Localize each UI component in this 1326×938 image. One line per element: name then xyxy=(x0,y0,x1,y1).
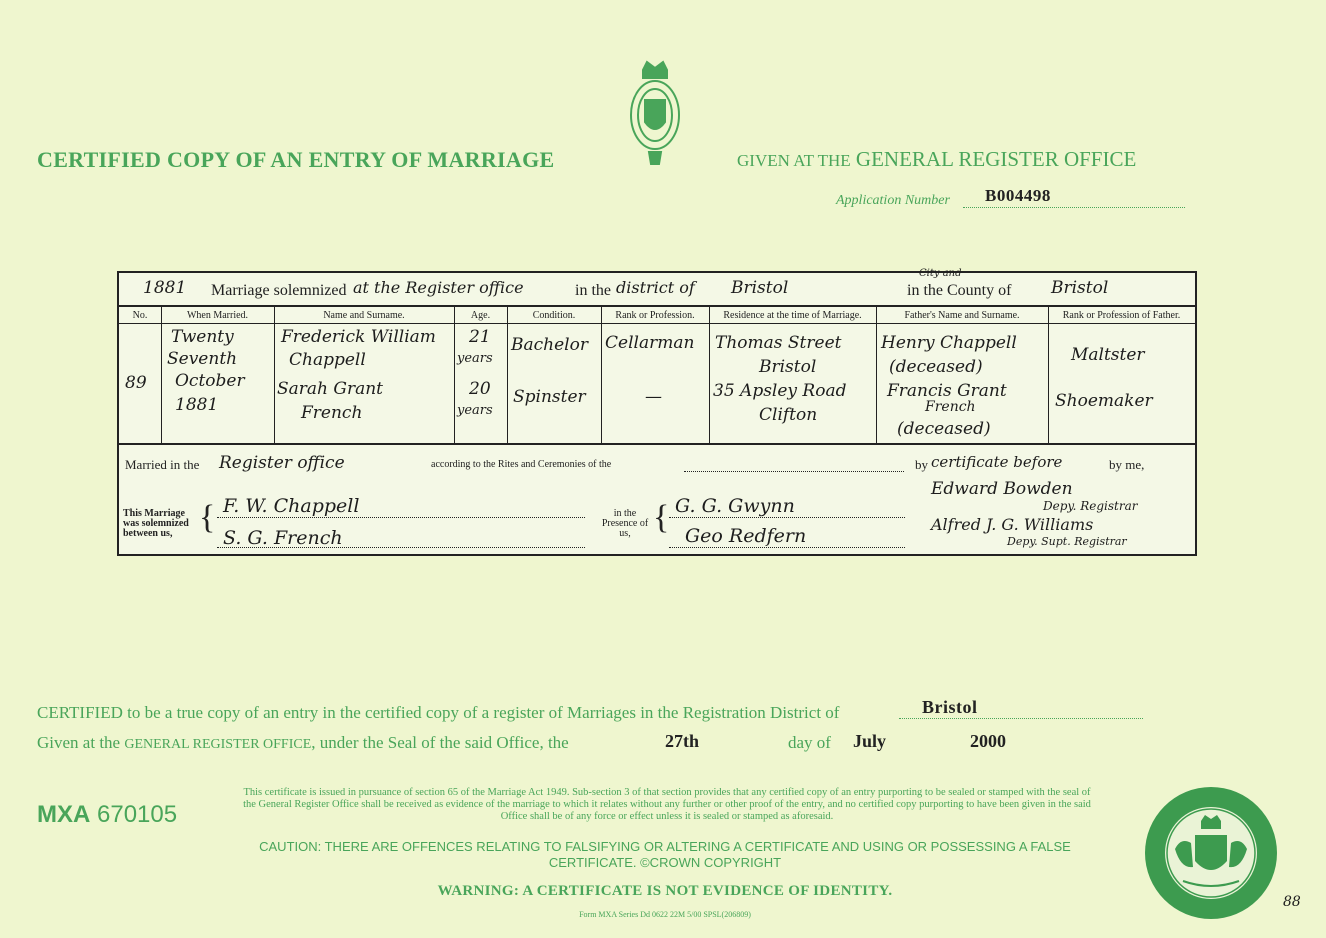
rites-label: according to the Rites and Ceremonies of the xyxy=(431,459,612,470)
bride-father-line: Francis Grant xyxy=(887,381,1007,401)
party-signature: F. W. Chappell xyxy=(223,495,360,517)
general-register-office-seal-icon xyxy=(1143,785,1279,921)
certified-statement: CERTIFIED to be a true copy of an entry in the certified copy of a register of Marriages in the Registration District of xyxy=(37,703,840,722)
column-header-residence: Residence at the time of Marriage. xyxy=(723,310,862,321)
certified-district: Bristol xyxy=(922,697,978,717)
column-header-condition: Condition. xyxy=(532,310,576,321)
bride-father-rank: Shoemaker xyxy=(1055,391,1153,411)
day-of-label: day of xyxy=(788,733,831,752)
column-divider xyxy=(876,305,877,443)
when-married-line: October xyxy=(175,371,245,391)
by-label: by xyxy=(915,457,928,472)
certificate-serial xyxy=(37,801,177,829)
entry-year: 1881 xyxy=(143,278,187,298)
bride-condition: Spinster xyxy=(513,387,586,407)
groom-name-line: Frederick William xyxy=(281,327,436,347)
column-header-rank: Rank or Profession. xyxy=(615,310,695,321)
when-married-line: 1881 xyxy=(175,395,219,415)
certified-year: 2000 xyxy=(970,731,1006,751)
column-divider xyxy=(454,305,455,443)
application-number-label: Application Number xyxy=(836,193,950,208)
groom-rank: Cellarman xyxy=(605,333,695,353)
registrar-title: Depy. Registrar xyxy=(1043,499,1138,513)
certified-month: July xyxy=(853,731,887,751)
bride-name-line: French xyxy=(301,403,363,423)
married-in-label: Married in the xyxy=(125,457,200,472)
groom-residence-line: Bristol xyxy=(759,357,817,377)
form-code: Form MXA Series Dd 0622 22M 5/00 SPSL(206809) xyxy=(579,910,751,919)
solemnized-place: at the Register office xyxy=(353,278,524,297)
district-name: Bristol xyxy=(731,278,789,298)
given-prefix: GIVEN AT THE xyxy=(737,151,851,170)
district-value: district of xyxy=(616,278,695,297)
rites-line xyxy=(684,471,904,472)
application-number-line xyxy=(963,207,1185,208)
column-header-name: Name and Surname. xyxy=(323,310,405,321)
caution-notice: CAUTION: THERE ARE OFFENCES RELATING TO FALSIFYING OR ALTERING A CERTIFICATE AND USING OR POSSESSING A FALSE CERTIFICATE. ©CROWN COPYRIGHT xyxy=(259,839,1071,870)
party-signature: S. G. French xyxy=(223,527,343,549)
bride-age: 20 xyxy=(469,379,491,399)
column-header-line xyxy=(119,323,1195,324)
column-header-when: When Married. xyxy=(186,310,249,321)
groom-age: 21 xyxy=(469,327,491,347)
by-me-label: by me, xyxy=(1109,457,1145,472)
column-divider xyxy=(161,305,162,443)
solemnized-between-label: This Marriage was solemnized between us, xyxy=(123,508,189,539)
party-signature-line xyxy=(217,547,585,548)
entry-heading-row xyxy=(119,268,1195,307)
by-value: certificate before xyxy=(931,453,1063,471)
serial-prefix: MXA xyxy=(37,801,91,828)
royal-crest-icon xyxy=(625,60,685,168)
margin-mark: 88 xyxy=(1283,894,1301,910)
solemnized-label: Marriage solemnized xyxy=(211,282,347,299)
party-signature-line xyxy=(217,517,585,518)
witness-signature-line xyxy=(669,517,905,518)
bride-residence-line: Clifton xyxy=(759,405,818,425)
column-divider xyxy=(274,305,275,443)
given-at-suffix: , under the Seal of the said Office, the xyxy=(311,733,569,752)
groom-father-line: Henry Chappell xyxy=(881,333,1017,353)
warning-notice: WARNING: A CERTIFICATE IS NOT EVIDENCE OF IDENTITY. xyxy=(437,883,893,899)
bride-name-line: Sarah Grant xyxy=(277,379,384,399)
witness-signature: Geo Redfern xyxy=(685,525,807,547)
presence-label: in the Presence of us, xyxy=(601,508,649,539)
registrar-title: Depy. Supt. Registrar xyxy=(1007,535,1127,548)
certified-day: 27th xyxy=(665,731,700,751)
groom-condition: Bachelor xyxy=(511,335,588,355)
bride-age-unit: years xyxy=(457,403,493,418)
groom-residence-line: Thomas Street xyxy=(715,333,842,353)
certificate-title: CERTIFIED COPY OF AN ENTRY OF MARRIAGE xyxy=(37,147,555,172)
bride-father-line: French xyxy=(925,399,976,415)
table-bottom-line xyxy=(119,443,1195,445)
given-at-office: GENERAL REGISTER OFFICE xyxy=(124,737,312,752)
certified-district-line xyxy=(899,718,1143,719)
county-label: in the County of xyxy=(907,282,1012,299)
column-divider xyxy=(1048,305,1049,443)
column-divider xyxy=(709,305,710,443)
when-married-line: Twenty xyxy=(171,327,234,347)
signature-brace: { xyxy=(199,499,216,536)
witness-signature-line xyxy=(669,547,905,548)
groom-father-line: (deceased) xyxy=(889,357,983,377)
county-correction: City and xyxy=(919,268,962,279)
given-at-office xyxy=(737,147,1136,172)
legal-notice: This certificate is issued in pursuance of section 65 of the Marriage Act 1949. Sub-section 3 of that section provides that any certified copy of an entry purporting to be sealed or stamped with the seal of the General Register Office shall be received as evidence of the marriage to which it relates without any further or other proof of the entry, and no certified copy purporting to have been given in the said Office shall be of any force or effect unless it is sealed or stamped as aforesaid. xyxy=(243,787,1091,822)
district-label: in the xyxy=(575,282,611,299)
registrar-signature: Edward Bowden xyxy=(931,479,1073,499)
bride-father-line: (deceased) xyxy=(897,419,991,439)
groom-age-unit: years xyxy=(457,351,493,366)
column-header-father-rank: Rank or Profession of Father. xyxy=(1062,310,1181,321)
witness-signature: G. G. Gwynn xyxy=(675,495,795,517)
bride-residence-line: 35 Apsley Road xyxy=(713,381,847,401)
given-at-prefix: Given at the xyxy=(37,733,121,752)
groom-father-rank: Maltster xyxy=(1071,345,1145,365)
county-name: Bristol xyxy=(1051,278,1109,298)
column-divider xyxy=(507,305,508,443)
column-header-no: No. xyxy=(132,310,148,321)
when-married-line: Seventh xyxy=(167,349,238,369)
bride-rank: — xyxy=(645,387,662,407)
given-office: GENERAL REGISTER OFFICE xyxy=(855,147,1137,171)
column-header-age: Age. xyxy=(470,310,491,321)
column-header-father: Father's Name and Surname. xyxy=(904,310,1020,321)
entry-number: 89 xyxy=(125,373,147,393)
registrar-signature: Alfred J. G. Williams xyxy=(931,515,1094,534)
given-at-statement xyxy=(37,733,569,753)
application-number: B004498 xyxy=(985,186,1051,205)
groom-name-line: Chappell xyxy=(289,350,366,370)
witness-brace: { xyxy=(653,499,670,536)
serial-number: 670105 xyxy=(97,801,178,828)
column-divider xyxy=(601,305,602,443)
register-entry xyxy=(117,268,1197,556)
married-in-value: Register office xyxy=(219,453,345,473)
